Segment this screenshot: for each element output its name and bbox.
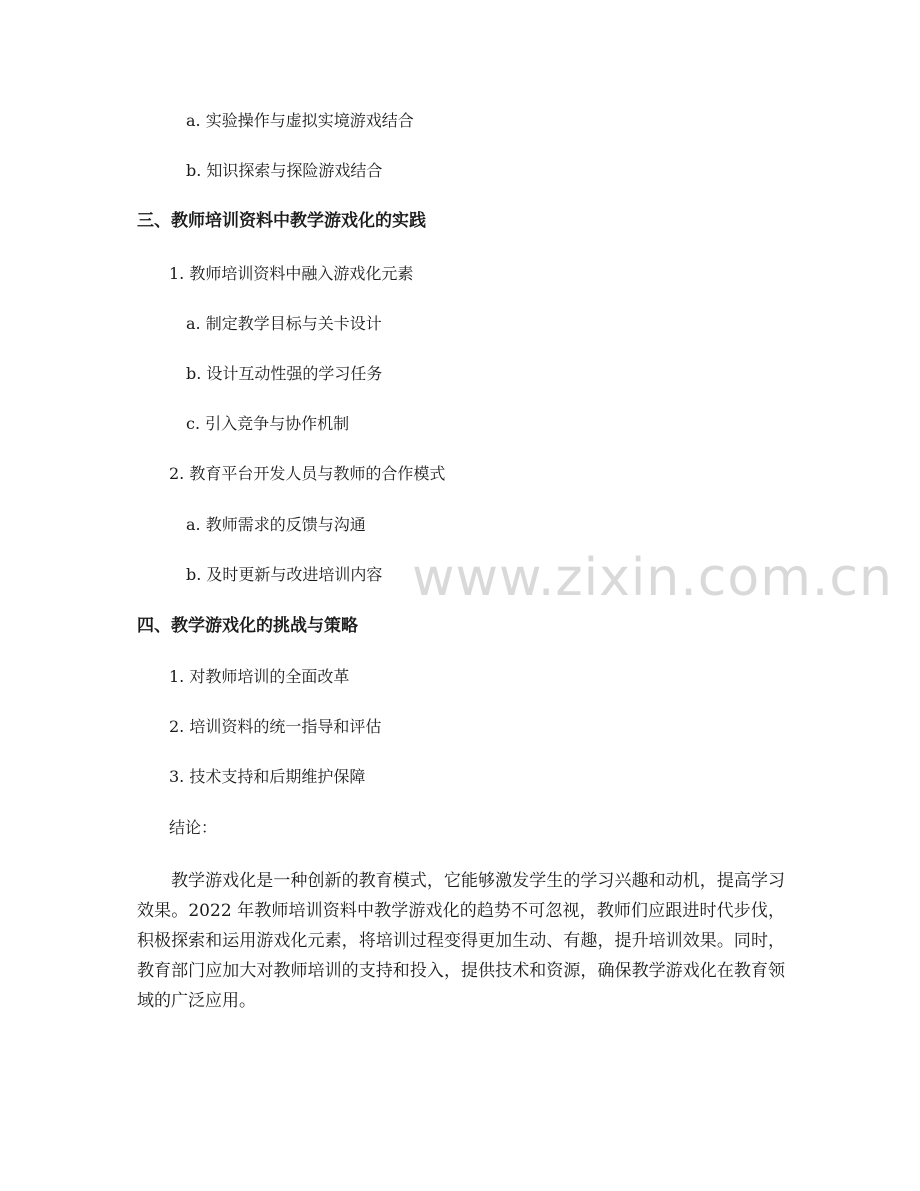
conclusion-paragraph: 教学游戏化是一种创新的教育模式，它能够激发学生的学习兴趣和动机，提高学习效果。2022 年教师培训资料中教学游戏化的趋势不可忽视，教师们应跟进时代步伐，积极探索和运用游戏化元素，将培训过程变得更加生动、有趣，提升培训效果。同时，教育部门应加大对教师培训的支持和投入，提供技术和资源，确保教学游戏化在教育领域的广泛应用。 [137, 871, 785, 1011]
list-item: a. 制定教学目标与关卡设计 [186, 314, 382, 333]
section-heading: 四、教学游戏化的挑战与策略 [137, 616, 358, 636]
watermark: www.zixin.com.cn [412, 548, 893, 608]
list-item: 1. 对教师培训的全面改革 [169, 667, 350, 686]
list-item: 1. 教师培训资料中融入游戏化元素 [169, 264, 414, 283]
list-item: 2. 培训资料的统一指导和评估 [169, 717, 382, 736]
list-item: a. 教师需求的反馈与沟通 [186, 515, 366, 534]
list-item: c. 引入竞争与协作机制 [186, 414, 350, 433]
list-item: b. 设计互动性强的学习任务 [186, 364, 383, 383]
list-item: a. 实验操作与虚拟实境游戏结合 [186, 111, 414, 130]
list-item: b. 及时更新与改进培训内容 [186, 565, 383, 584]
list-item: 2. 教育平台开发人员与教师的合作模式 [169, 464, 446, 483]
conclusion-label: 结论： [169, 818, 218, 837]
section-heading: 三、教师培训资料中教学游戏化的实践 [137, 211, 426, 231]
list-item: 3. 技术支持和后期维护保障 [169, 767, 366, 786]
list-item: b. 知识探索与探险游戏结合 [186, 161, 383, 180]
